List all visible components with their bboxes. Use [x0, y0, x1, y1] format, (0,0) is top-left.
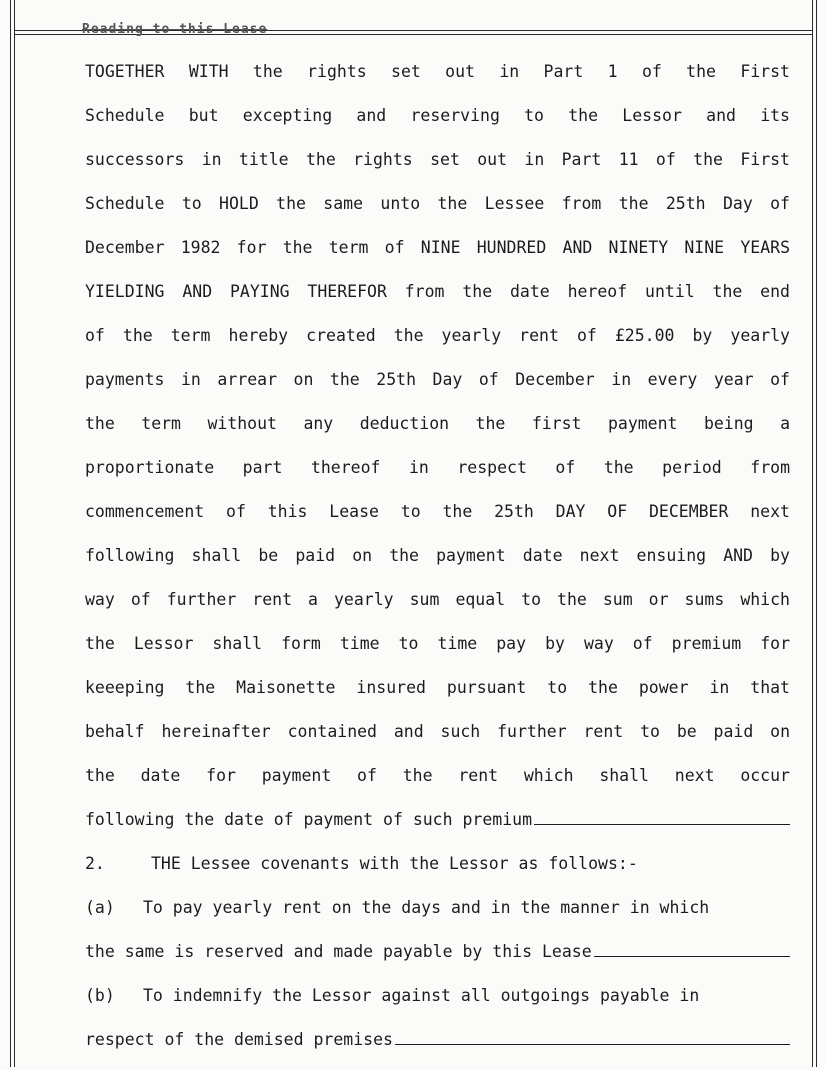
text-line: keeeping the Maisonette insured pursuant to the power in that: [85, 678, 790, 697]
fill-rule: [534, 810, 790, 825]
text-line: commencement of this Lease to the 25th DAY OF DECEMBER next: [85, 502, 790, 521]
struck-header: Reading to this Lease: [82, 22, 268, 37]
text-line: following the date of payment of such premium: [85, 810, 533, 829]
clause-number: 2.: [85, 854, 105, 873]
clause-heading: THE Lessee covenants with the Lessor as follows:-: [151, 854, 638, 873]
text-line: Schedule to HOLD the same unto the Lessee from the 25th Day of: [85, 194, 790, 213]
text-line: YIELDING AND PAYING THEREFOR from the date hereof until the end: [85, 282, 790, 301]
fill-rule: [395, 1030, 790, 1045]
text-line: the date for payment of the rent which shall next occur: [85, 766, 790, 785]
text-line-with-rule: [85, 806, 790, 850]
text-line: following shall be paid on the payment date next ensuing AND by: [85, 546, 790, 565]
left-border-outer: [10, 0, 11, 1067]
text-line: the term without any deduction the first payment being a: [85, 414, 790, 433]
right-border-inner: [812, 0, 813, 1067]
text-line: way of further rent a yearly sum equal to the sum or sums which: [85, 590, 790, 609]
lease-text-block: [85, 58, 790, 1070]
text-line: December 1982 for the term of NINE HUNDRED AND NINETY NINE YEARS: [85, 238, 790, 257]
clause-b-line-2: [85, 1026, 790, 1070]
clause-label: (a): [85, 898, 115, 917]
text-line: the Lessor shall form time to time pay by way of premium for: [85, 634, 790, 653]
text-line: behalf hereinafter contained and such further rent to be paid on: [85, 722, 790, 741]
clause-text: respect of the demised premises: [85, 1030, 393, 1049]
fill-rule: [594, 942, 790, 957]
text-line: successors in title the rights set out in Part 11 of the First: [85, 150, 790, 169]
clause-text: the same is reserved and made payable by this Lease: [85, 942, 592, 961]
clause-a-line-1: [85, 894, 790, 938]
text-line: TOGETHER WITH the rights set out in Part 1 of the First: [85, 62, 790, 81]
right-border-outer: [816, 0, 817, 1067]
clause-a-line-2: [85, 938, 790, 982]
left-border-inner: [14, 0, 15, 1067]
text-line: Schedule but excepting and reserving to the Lessor and its: [85, 106, 790, 125]
clause-text: To pay yearly rent on the days and in the manner in which: [143, 898, 710, 917]
clause-2: [85, 850, 790, 894]
text-line: of the term hereby created the yearly rent of £25.00 by yearly: [85, 326, 790, 345]
clause-b-line-1: [85, 982, 790, 1026]
clause-text: To indemnify the Lessor against all outgoings payable in: [143, 986, 700, 1005]
text-line: payments in arrear on the 25th Day of December in every year of: [85, 370, 790, 389]
clause-label: (b): [85, 986, 115, 1005]
text-line: proportionate part thereof in respect of the period from: [85, 458, 790, 477]
